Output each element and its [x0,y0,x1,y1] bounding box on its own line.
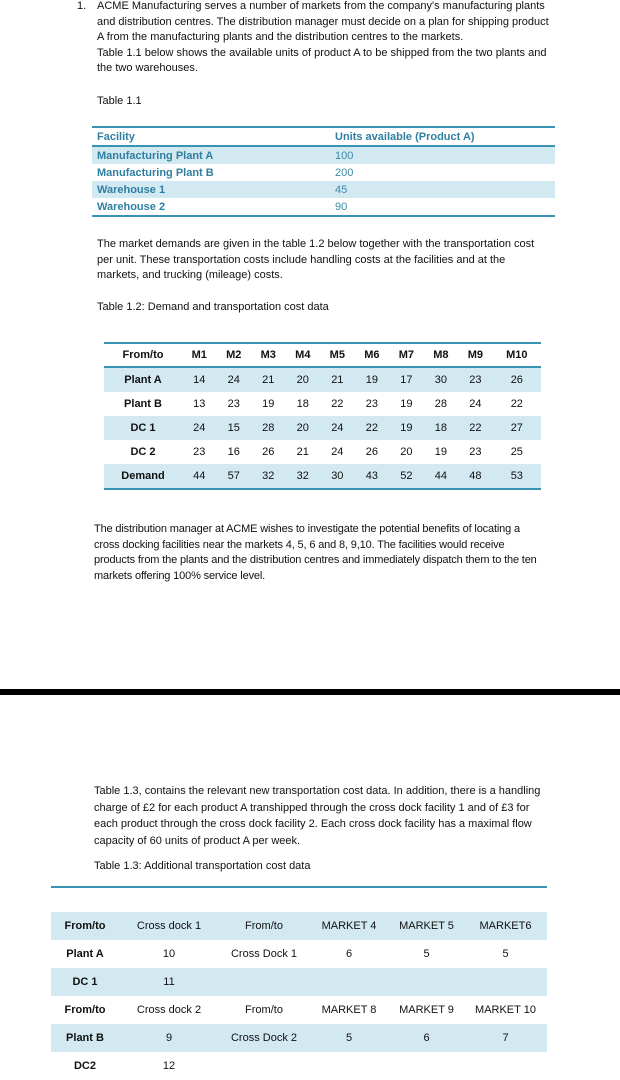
cell: 10 [162,948,176,960]
cell: 6 [345,948,353,960]
row-label: From/to [51,912,119,940]
cell: 22 [458,416,493,440]
cell: 5 [423,948,430,960]
cell: 18 [424,416,459,440]
cell [464,1052,547,1080]
table11-caption: Table 1.1 [97,95,142,107]
cell: MARKET 9 [399,1004,454,1016]
cell: 18 [296,398,309,410]
cell: MARKET6 [464,912,547,940]
paragraph-line: capacity of 60 units of product A per week. [94,834,301,847]
facility-cell: Manufacturing Plant A [92,146,330,164]
cell: Cross Dock 2 [219,1024,309,1052]
header-from-to: From/to [104,343,182,367]
intro-line: ACME Manufacturing serves a number of markets from the company's manufacturing plants [97,0,545,12]
table-row [104,392,541,416]
table-header-row [104,343,541,367]
page-divider [0,689,620,695]
cell: 21 [296,446,309,458]
paragraph-line: markets offering 100% service level. [94,569,266,582]
cell: 22 [510,398,523,410]
cell: 24 [182,416,217,440]
intro-line: and distribution centres. The distribution manager must decide on a plan for shipping product [97,15,549,28]
header-cell: M5 [320,343,355,367]
cell: 23 [458,367,493,392]
table-row [104,464,541,489]
header-cell: M6 [355,343,390,367]
cell: 19 [400,398,413,410]
cell: 24 [469,398,482,410]
cell: 21 [320,367,355,392]
cell: Cross dock 2 [136,1004,202,1016]
header-cell: M4 [286,343,321,367]
units-cell: 90 [330,198,555,216]
cell: 19 [355,367,390,392]
cell [464,968,547,996]
cell: 27 [493,416,541,440]
table-row [104,367,541,392]
cell: 22 [355,416,390,440]
cell: 7 [464,1024,547,1052]
row-label: Demand [104,464,182,489]
table13-caption: Table 1.3: Additional transportation cost data [94,860,311,872]
cell: MARKET 8 [321,1004,377,1016]
table-row [104,416,541,440]
cell: 11 [119,968,219,996]
header-cell: M3 [251,343,286,367]
cell: 57 [217,464,252,489]
table-row [104,440,541,464]
cell: 23 [193,446,206,458]
table-row [92,164,555,181]
intro-line: the two warehouses. [97,62,198,74]
table-row [92,146,555,164]
cell: 17 [389,367,424,392]
header-cell: M9 [458,343,493,367]
cell: 5 [309,1024,389,1052]
intro-line: Table 1.1 below shows the available units of product A to be shipped from the two plants and [97,46,547,59]
table-header-row [92,127,555,146]
header-units: Units available (Product A) [330,127,555,146]
cell: 53 [493,464,541,489]
cell: 14 [182,367,217,392]
row-label: DC 1 [104,416,182,440]
header-cell: M2 [217,343,252,367]
cell: From/to [219,912,309,940]
row-label: Plant A [104,367,182,392]
cell: 44 [424,464,459,489]
paragraph-line: Table 1.3, contains the relevant new transportation cost data. In addition, there is a handling [94,785,541,797]
cell: 16 [227,446,240,458]
cell: 26 [493,367,541,392]
cell: 26 [365,446,378,458]
item-number: 1. [77,0,87,12]
cell: 12 [162,1060,176,1072]
cell: 26 [262,446,275,458]
intro-paragraph [97,0,607,77]
cell: 22 [331,398,344,410]
new-cost-paragraph [94,783,609,849]
cell: 20 [286,416,321,440]
table-row [92,198,555,216]
cell: 23 [227,398,240,410]
cross-dock-paragraph [94,522,609,584]
row-label: From/to [64,1004,106,1016]
row-label: Plant A [66,948,104,960]
intro-line: A from the manufacturing plants and the distribution centres to the markets. [97,31,464,43]
paragraph-line: charge of £2 for each product A transhipped through the cross dock facility 1 and of £3 for [94,801,530,814]
cell: 32 [286,464,321,489]
paragraph-line: each product through the cross dock facility 2. Each cross dock facility has a maximal flow [94,818,532,830]
table-row [51,1024,547,1052]
cell: 44 [182,464,217,489]
cell: MARKET 5 [389,912,464,940]
paragraph-line: The distribution manager at ACME wishes to investigate the potential benefits of locating a [94,523,520,535]
table-row [51,1052,547,1080]
paragraph-line: cross docking facilities near the markets 4, 5, 6 and 8, 9,10. The facilities would receive [94,538,505,551]
row-label: Plant B [51,1024,119,1052]
header-cell: M7 [389,343,424,367]
additional-cost-table [51,912,547,1080]
header-cell: M8 [424,343,459,367]
cell: 15 [217,416,252,440]
cell [309,1052,389,1080]
paragraph-line: markets, and trucking (mileage) costs. [97,269,283,281]
cell: 30 [424,367,459,392]
cell [389,1052,464,1080]
table-row [51,968,547,996]
units-cell: 45 [330,181,555,198]
cell: 19 [262,398,275,410]
cell: 52 [389,464,424,489]
cell: 5 [502,948,509,960]
cell: 24 [217,367,252,392]
cell: 20 [400,446,413,458]
market-demand-paragraph [97,237,607,284]
row-label: DC 2 [130,446,156,458]
cell [219,1052,309,1080]
demand-cost-table [104,342,541,490]
cell: From/to [245,1004,283,1016]
row-label: DC2 [73,1060,96,1072]
cell: 24 [320,416,355,440]
row-label: Plant B [124,398,162,410]
table-row [92,181,555,198]
table-header-row [51,912,547,940]
paragraph-line: per unit. These transportation costs include handling costs at the facilities and at the [97,253,506,266]
cell: Cross dock 1 [119,912,219,940]
cell [309,968,389,996]
row-label: DC 1 [51,968,119,996]
cell: 23 [469,446,482,458]
cell [389,968,464,996]
facility-cell: Manufacturing Plant B [97,166,214,179]
cell: 19 [389,416,424,440]
cell: 28 [251,416,286,440]
header-cell: M10 [493,343,541,367]
cell: 28 [434,398,447,410]
paragraph-line: The market demands are given in the table 1.2 below together with the transportation cost [97,238,535,250]
header-facility: Facility [92,127,330,146]
header-cell: M1 [182,343,217,367]
cell: Cross Dock 1 [230,948,298,960]
facility-cell: Warehouse 2 [92,198,330,216]
cell: 48 [458,464,493,489]
units-cell: 200 [335,166,354,179]
table-row [51,940,547,968]
cell: 24 [331,446,344,458]
cell: 43 [355,464,390,489]
cell: 23 [365,398,378,410]
cell: 6 [389,1024,464,1052]
cell: 9 [119,1024,219,1052]
cell: 20 [286,367,321,392]
cell: MARKET 10 [475,1004,536,1016]
table13-top-rule [51,886,547,888]
table12-caption: Table 1.2: Demand and transportation cost data [97,301,329,313]
table-header-row [51,996,547,1024]
paragraph-line: products from the plants and the distribution centres and immediately dispatch them to the ten [94,554,537,566]
cell: 13 [193,398,206,410]
units-cell: 100 [330,146,555,164]
facility-cell: Warehouse 1 [92,181,330,198]
cell: 32 [251,464,286,489]
cell: 19 [434,446,447,458]
cell: 21 [251,367,286,392]
cell: 25 [510,446,523,458]
cell [219,968,309,996]
facility-table [92,126,555,217]
cell: 30 [320,464,355,489]
cell: MARKET 4 [309,912,389,940]
